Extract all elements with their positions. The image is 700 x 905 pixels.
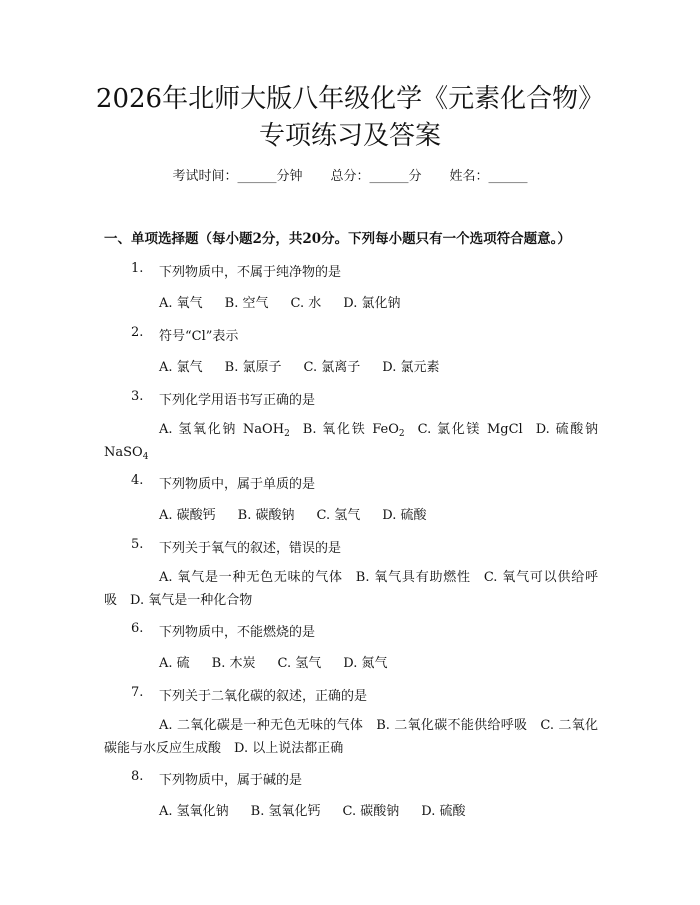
option-row xyxy=(159,652,409,671)
question-number: 1. xyxy=(131,261,144,276)
option-c: C. 碳酸钠 xyxy=(342,804,400,819)
option-block xyxy=(104,714,598,760)
option-block xyxy=(104,418,598,464)
option-b: B. 氧化铁 FeO xyxy=(302,422,399,437)
exam-info-line xyxy=(0,168,700,186)
question-number: 3. xyxy=(131,389,144,404)
question-stem: 符号“Cl”表示 xyxy=(159,329,239,344)
exam-time-field: 考试时间：______分钟 xyxy=(172,169,303,184)
question-number: 5. xyxy=(131,537,144,552)
option-b: B. 氢氧化钙 xyxy=(250,804,321,819)
option-a: A. 氢氧化钠 NaOH xyxy=(159,422,285,437)
option-d: D. 氧气是一种化合物 xyxy=(130,593,253,608)
option-c: C. 水 xyxy=(290,296,322,311)
question-number: 8. xyxy=(131,769,144,784)
option-d: D. 氯化钠 xyxy=(343,296,401,311)
question-number: 2. xyxy=(131,325,144,340)
option-a: A. 碳酸钙 xyxy=(159,508,216,523)
subscript: 4 xyxy=(142,452,149,462)
option-row xyxy=(159,292,422,311)
option-row xyxy=(159,356,461,375)
option-b: B. 空气 xyxy=(224,296,269,311)
option-a: A. 二氧化碳是一种无色无味的气体 xyxy=(159,718,364,733)
option-c: C. 氯化镁 MgCl xyxy=(417,422,523,437)
option-a: A. 硫 xyxy=(159,656,190,671)
option-b: B. 氧气具有助燃性 xyxy=(355,570,471,585)
question-stem: 下列关于二氧化碳的叙述，正确的是 xyxy=(159,689,368,704)
question-stem: 下列化学用语书写正确的是 xyxy=(159,393,316,408)
option-a: A. 氯气 xyxy=(159,360,203,375)
question-stem: 下列物质中，属于单质的是 xyxy=(159,477,316,492)
option-d: D. 硫酸 xyxy=(382,508,427,523)
subscript: 2 xyxy=(284,429,290,439)
student-name-field: 姓名：______ xyxy=(449,169,528,184)
option-b: B. 碳酸钠 xyxy=(237,508,295,523)
option-c: C. 氢气 xyxy=(316,508,361,523)
option-row xyxy=(159,504,448,523)
question-stem: 下列物质中，不能燃烧的是 xyxy=(159,625,316,640)
subscript: 2 xyxy=(398,429,405,439)
option-d: D. 氯元素 xyxy=(382,360,440,375)
option-b: B. 氯原子 xyxy=(224,360,282,375)
option-c: C. 氯离子 xyxy=(303,360,361,375)
option-a: A. 氢氧化钠 xyxy=(159,804,229,819)
option-d: D. 氮气 xyxy=(343,656,388,671)
page-subtitle: 专项练习及答案 xyxy=(258,121,441,151)
question-number: 6. xyxy=(131,621,144,636)
option-d: D. 硫酸钠 NaSO xyxy=(104,422,598,460)
question-stem: 下列关于氧气的叙述，错误的是 xyxy=(159,541,342,556)
option-d: D. 以上说法都正确 xyxy=(234,741,344,756)
option-a: A. 氧气 xyxy=(159,296,203,311)
option-c: C. 二氧化碳能与水反应生成酸 xyxy=(104,718,598,756)
option-a: A. 氧气是一种无色无味的气体 xyxy=(159,570,343,585)
page-title: 2026年北师大版八年级化学《元素化合物》 xyxy=(95,84,605,114)
option-b: B. 二氧化碳不能供给呼吸 xyxy=(376,718,528,733)
option-block xyxy=(104,566,598,612)
question-number: 4. xyxy=(131,473,144,488)
option-b: B. 木炭 xyxy=(211,656,256,671)
option-c: C. 氧气可以供给呼吸 xyxy=(104,570,599,608)
total-score-field: 总分：______分 xyxy=(330,169,422,184)
question-stem: 下列物质中，不属于纯净物的是 xyxy=(159,265,342,280)
question-stem: 下列物质中，属于碱的是 xyxy=(159,773,303,788)
option-row xyxy=(159,800,487,819)
option-c: C. 氢气 xyxy=(277,656,322,671)
option-d: D. 硫酸 xyxy=(421,804,466,819)
section-heading: 一、单项选择题（每小题2分，共20分。下列每小题只有一个选项符合题意。） xyxy=(104,231,571,247)
question-number: 7. xyxy=(131,685,144,700)
